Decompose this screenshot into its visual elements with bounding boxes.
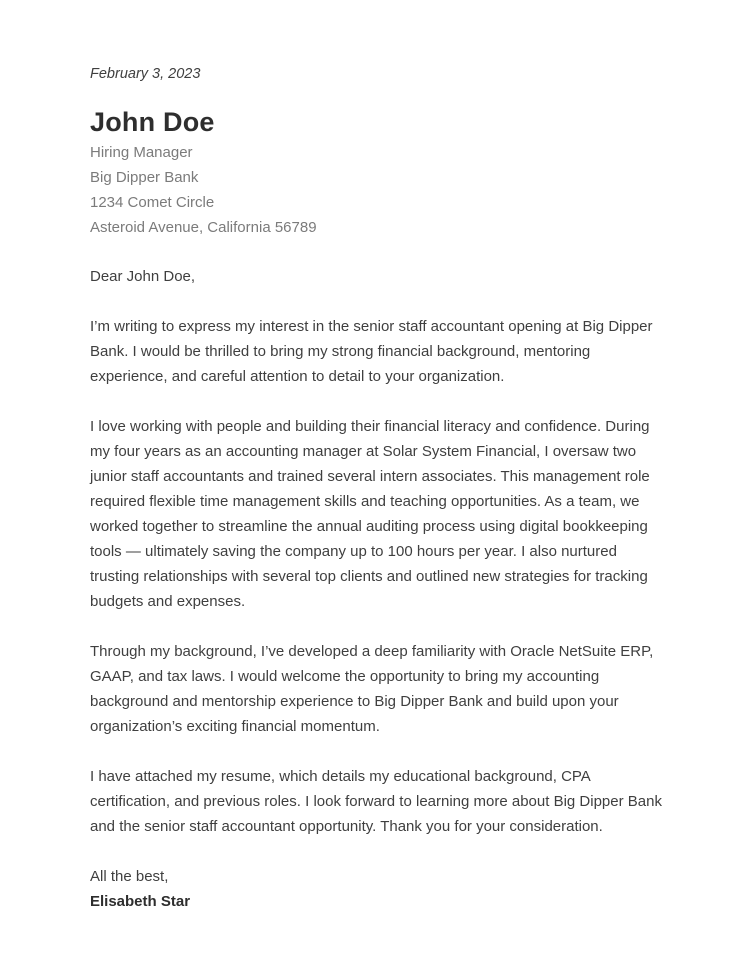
closing: All the best,: [90, 868, 169, 885]
body-paragraph-4: I have attached my resume, which details my educational background, CPA certification, and previous roles. I look forward to learning more about Big Dipper Bank and the senior staff accountant opportunity. Thank you for your consideration.: [90, 768, 662, 835]
recipient-address-line1: 1234 Comet Circle: [90, 194, 215, 211]
body-paragraph-3: Through my background, I’ve developed a deep familiarity with Oracle NetSuite ERP, GAAP, and tax laws. I would welcome the opportunity to bring my accounting background and mentorship experience to Big Dipper Bank and build upon your organization’s exciting financial momentum.: [90, 643, 654, 735]
recipient-company: Big Dipper Bank: [90, 169, 199, 186]
body-paragraph-1: I’m writing to express my interest in the senior staff accountant opening at Big Dipper Bank. I would be thrilled to bring my strong financial background, mentoring experience, and careful attention to detail to your organization.: [90, 318, 653, 385]
recipient-address-block: [90, 140, 668, 240]
recipient-address-line2: Asteroid Avenue, California 56789: [90, 219, 317, 236]
signature-name: Elisabeth Star: [90, 893, 191, 910]
recipient-title: Hiring Manager: [90, 144, 193, 161]
recipient-name: John Doe: [90, 107, 215, 137]
letter-date: February 3, 2023: [90, 66, 201, 82]
body-paragraph-2: I love working with people and building their financial literacy and confidence. During my four years as an accounting manager at Solar System Financial, I oversaw two junior staff accountants and trained several intern associates. This management role required flexible time management skills and teaching opportunities. As a team, we worked together to streamline the annual auditing process using digital bookkeeping tools — ultimately saving the company up to 100 hours per year. I also nurtured trusting relationships with several top clients and outlined new strategies for tracking budgets and expenses.: [90, 418, 650, 610]
greeting: Dear John Doe,: [90, 268, 196, 285]
